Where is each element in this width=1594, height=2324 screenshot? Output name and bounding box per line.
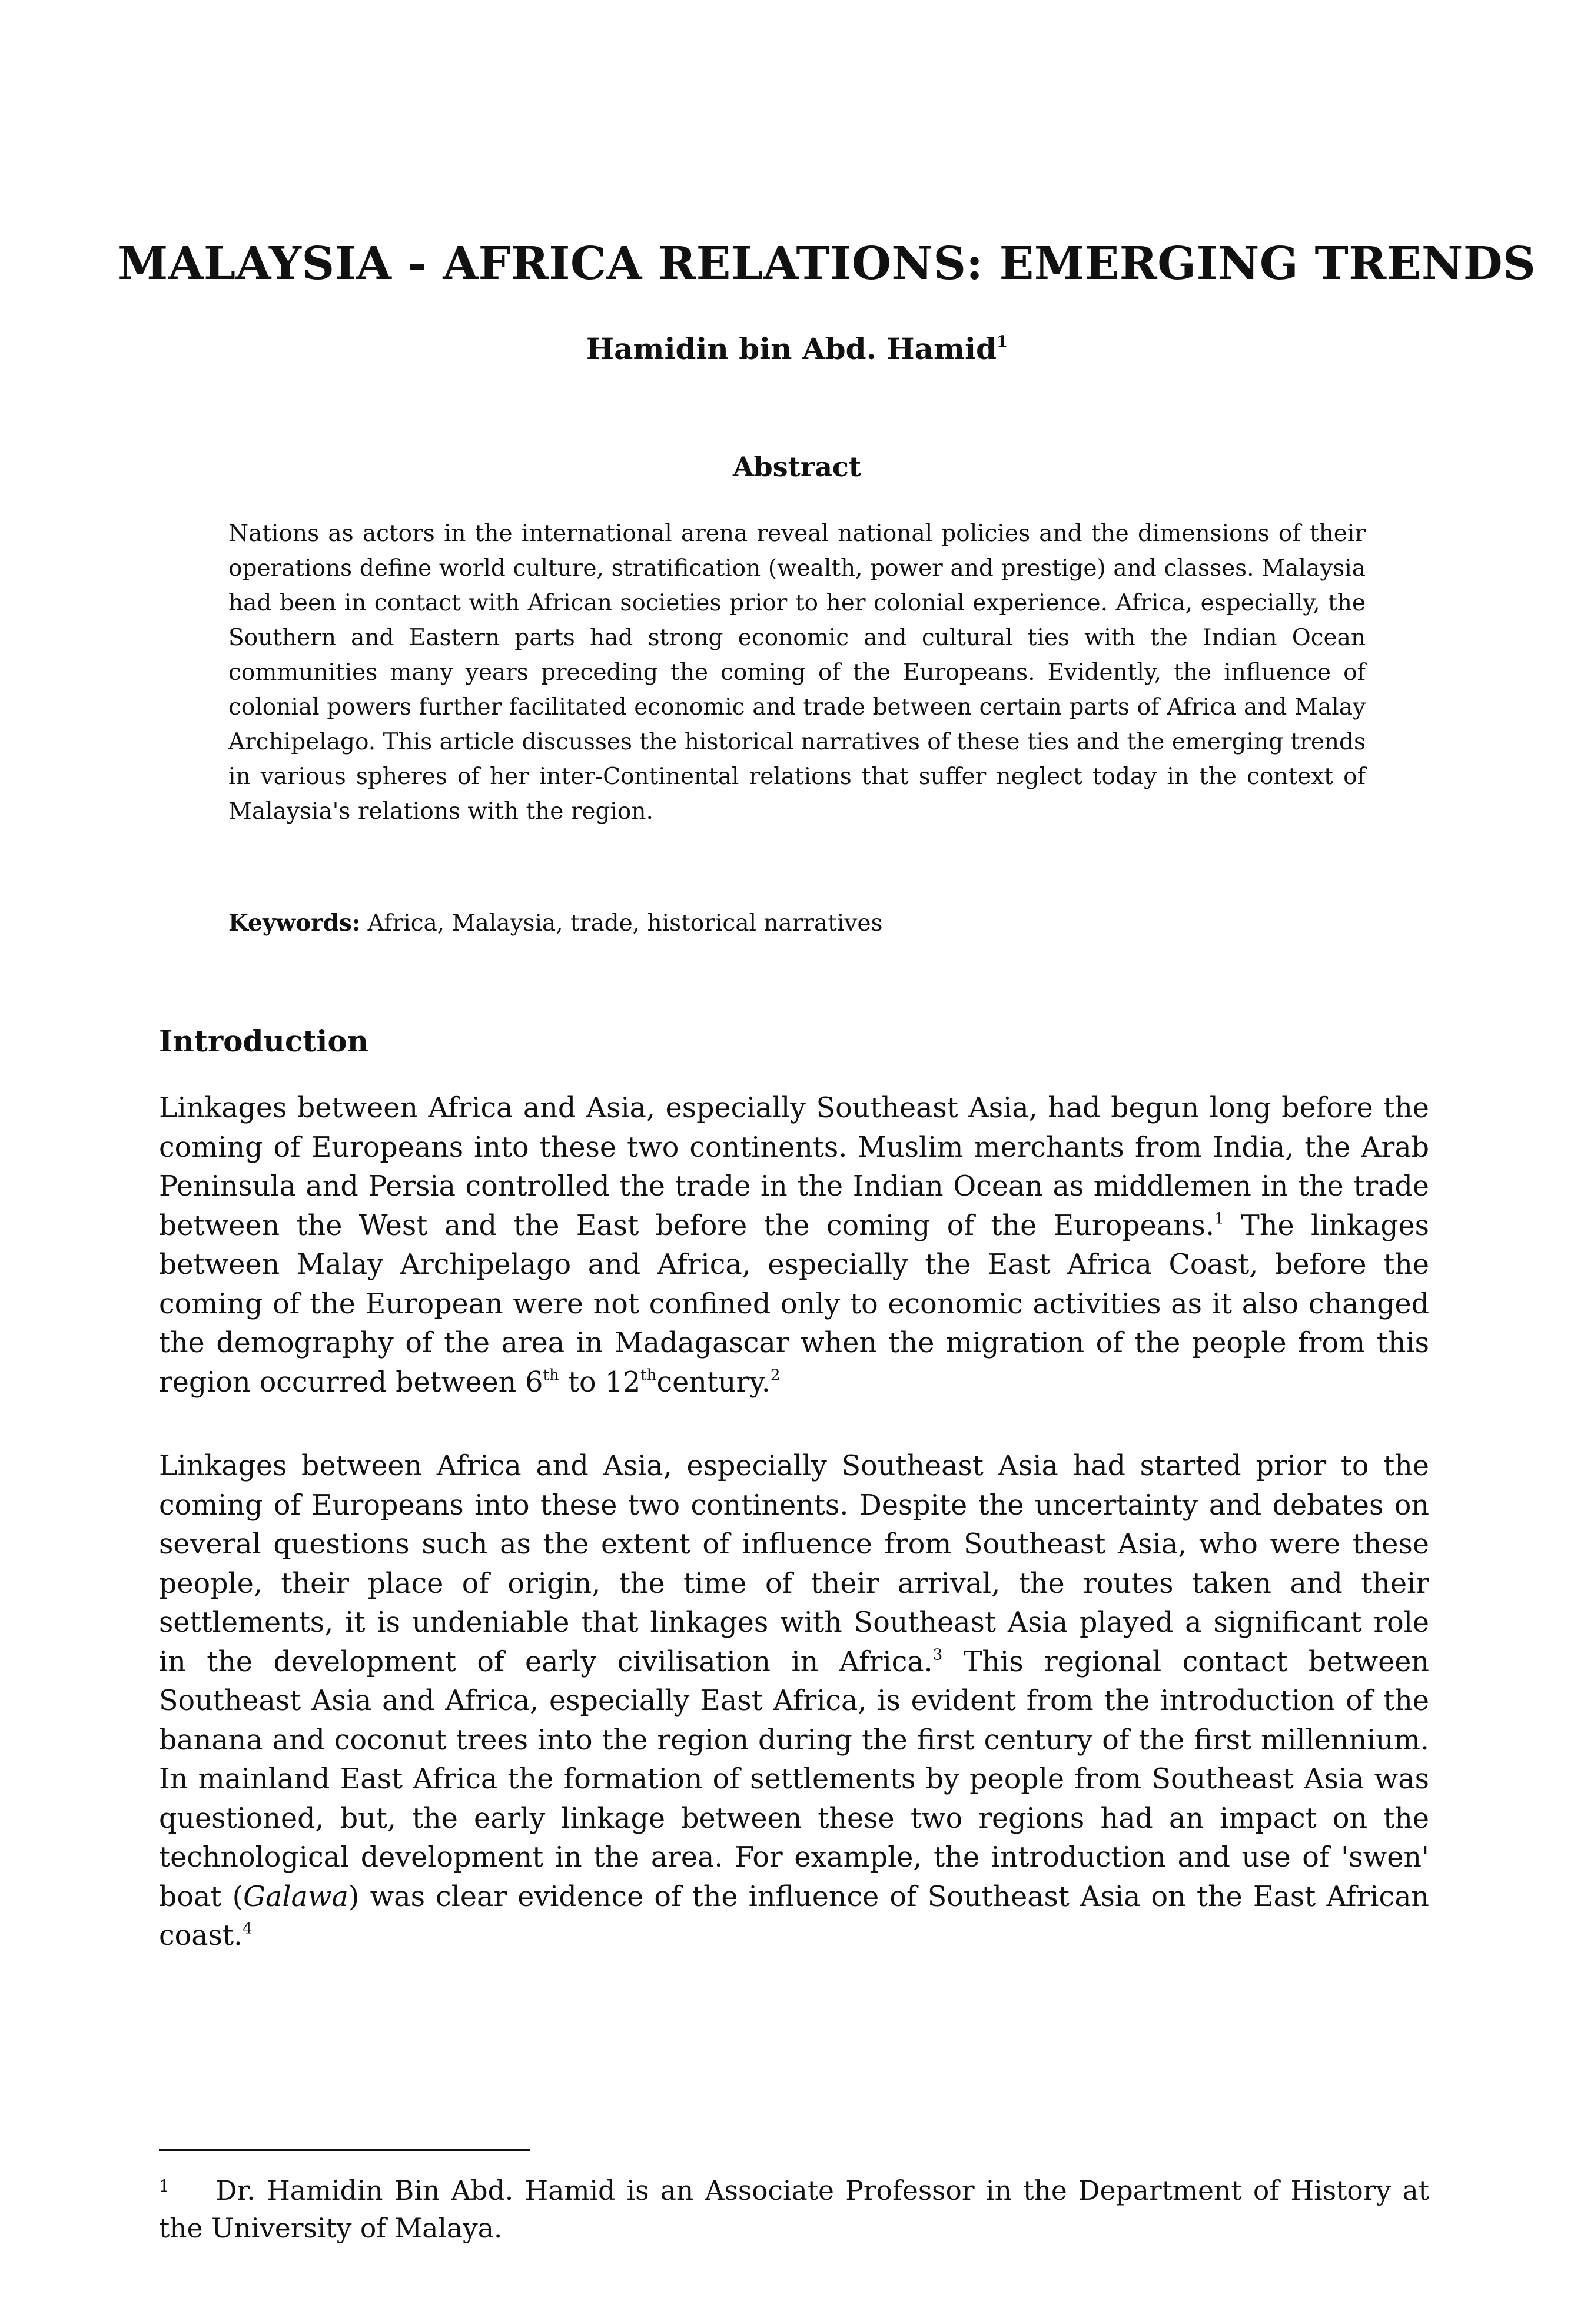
paragraph-text: ) was clear evidence of the influence of Southeast Asia on the East African coast. [159, 1880, 1429, 1952]
footnote-text: Dr. Hamidin Bin Abd. Hamid is an Associate Professor in the Department of History at the University of Malaya. [159, 2175, 1429, 2244]
footnote-ref: 1 [1214, 1209, 1224, 1227]
paragraph-text: Linkages between Africa and Asia, especially Southeast Asia, had begun long before the coming of Europeans into these two continents. Muslim merchants from India, the Arab Peninsula and Persia controlled the trade in the Indian Ocean as middlemen in the trade between the West and the East before the coming of the Europeans. [159, 1092, 1429, 1242]
paragraph-text: The linkages between Malay Archipelago and Africa, especially the East Africa Coast, before the coming of the European were not confined only to economic activities as it also changed the demography of the area in Madagascar when the migration of the people from this region occurred between 6 [159, 1209, 1429, 1399]
footnote-separator [159, 2149, 530, 2151]
introduction-paragraph-1 [159, 1089, 1429, 1402]
keywords-label: Keywords: [228, 909, 361, 937]
author-name: Hamidin bin Abd. Hamid [586, 331, 997, 366]
superscript-ordinal: th [640, 1366, 657, 1384]
abstract-heading: Abstract [732, 451, 862, 483]
footnote-1: 1 Dr. Hamidin Bin Abd. Hamid is an Associate Professor in the Department of History at the University of Malaya. [159, 2175, 1429, 2244]
paragraph-text: century. [656, 1366, 771, 1399]
paragraph-text: This regional contact between Southeast Asia and Africa, especially East Africa, is evident from the introduction of the banana and coconut trees into the region during the first century of the first millennium. In mainland East Africa the formation of settlements by people from Southeast Asia was questioned, but, the early linkage between these two regions had an impact on the technological development in the area. For example, the introduction and use of 'swen' boat ( [159, 1645, 1429, 1913]
author-footnote-ref: 1 [996, 332, 1008, 351]
abstract-text: Nations as actors in the international arena reveal national policies and the dimensions of their operations define world culture, stratification (wealth, power and prestige) and classes. Malaysia had been in contact with African societies prior to her colonial experience. Africa, especially, the Southern and Eastern parts had strong economic and cultural ties with the Indian Ocean communities many years preceding the coming of the Europeans. Evidently, the influence of colonial powers further facilitated economic and trade between certain parts of Africa and Malay Archipelago. This article discusses the historical narratives of these ties and the emerging trends in various spheres of her inter-Continental relations that suffer neglect today in the context of Malaysia's relations with the region. [228, 520, 1366, 825]
footnote-ref: 3 [932, 1645, 943, 1664]
keywords-line [228, 905, 1366, 941]
paper-title: MALAYSIA - AFRICA RELATIONS: EMERGING TRENDS [118, 237, 1536, 290]
superscript-ordinal: th [543, 1366, 559, 1384]
footnote-ref: 2 [770, 1366, 781, 1384]
introduction-paragraph-2 [159, 1447, 1429, 1956]
introduction-heading: Introduction [159, 1024, 369, 1058]
keywords-list: Africa, Malaysia, trade, historical narratives [360, 910, 883, 937]
paragraph-text: to 12 [559, 1366, 641, 1399]
italic-term: Galawa [243, 1880, 348, 1913]
footnote-ref: 4 [243, 1920, 253, 1938]
paragraph-text: Linkages between Africa and Asia, especially Southeast Asia had started prior to the coming of Europeans into these two continents. Despite the uncertainty and debates on several questions such as the extent of influence from Southeast Asia, who were these people, their place of origin, the time of their arrival, the routes taken and their settlements, it is undeniable that linkages with Southeast Asia played a significant role in the development of early civilisation in Africa. [159, 1450, 1429, 1678]
author-line [118, 328, 1476, 370]
